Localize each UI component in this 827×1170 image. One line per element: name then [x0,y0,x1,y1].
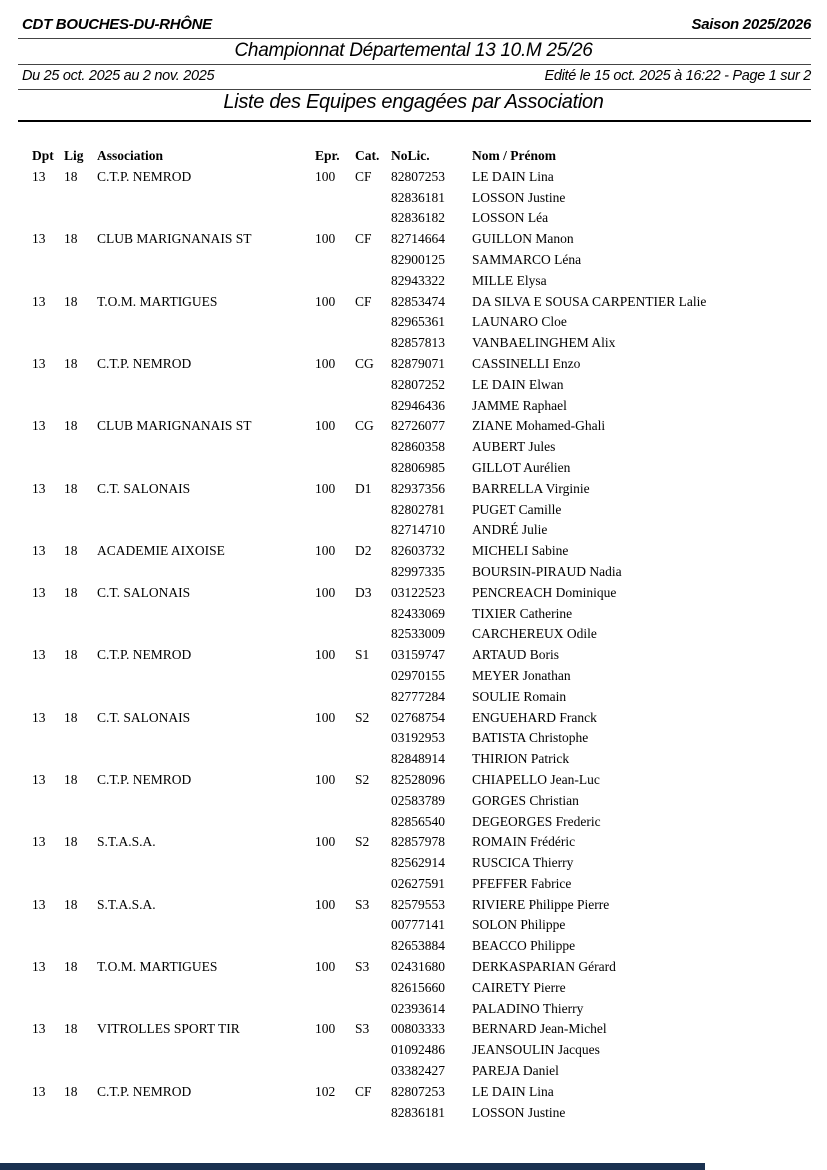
team-row [0,645,827,666]
license-number: 82965361 [391,314,445,330]
member-row [0,936,827,957]
license-number: 82726077 [391,418,445,434]
member-name: SOULIE Romain [472,688,567,704]
season-label: Saison 2025/2026 [691,16,811,33]
license-number: 82802781 [391,501,445,517]
member-name: THIRION Patrick [472,751,570,767]
member-row [0,978,827,999]
team-row [0,1019,827,1040]
license-number: 82836181 [391,1104,445,1120]
table-top-rule [18,120,811,122]
member-row [0,188,827,209]
member-name: MEYER Jonathan [472,667,571,683]
epr-cell: 100 [315,709,336,725]
member-name: LOSSON Léa [472,210,549,226]
team-row [0,583,827,604]
dpt-cell: 13 [32,543,46,559]
col-header-lig: Lig [64,148,84,163]
dpt-cell: 13 [32,771,46,787]
member-row [0,604,827,625]
license-number: 82579553 [391,896,445,912]
member-name: DEGEORGES Frederic [472,813,601,829]
member-name: LE DAIN Lina [472,168,554,184]
license-number: 82714710 [391,522,445,538]
lig-cell: 18 [64,543,78,559]
epr-cell: 100 [315,543,336,559]
member-row [0,728,827,749]
team-row [0,354,827,375]
member-row [0,624,827,645]
epr-cell: 100 [315,168,336,184]
date-range: Du 25 oct. 2025 au 2 nov. 2025 [22,68,215,84]
team-row [0,832,827,853]
teams-table [0,146,827,1123]
member-row [0,1061,827,1082]
license-number: 82946436 [391,397,445,413]
license-number: 82806985 [391,459,445,475]
col-header-dpt: Dpt [32,148,54,163]
member-row [0,500,827,521]
license-number: 82943322 [391,272,445,288]
license-number: 00777141 [391,917,445,933]
member-name: LE DAIN Elwan [472,376,564,392]
cat-cell: CF [355,293,372,309]
dpt-cell: 13 [32,231,46,247]
association-cell: CLUB MARIGNANAIS ST [97,418,252,434]
lig-cell: 18 [64,480,78,496]
cat-cell: D1 [355,480,372,496]
member-name: GORGES Christian [472,792,579,808]
header-rule-2 [18,64,811,65]
member-name: LE DAIN Lina [472,1083,554,1099]
lig-cell: 18 [64,355,78,371]
dpt-cell: 13 [32,1083,46,1099]
member-row [0,874,827,895]
association-cell: VITROLLES SPORT TIR [97,1021,240,1037]
license-number: 02431680 [391,959,445,975]
member-name: TIXIER Catherine [472,605,573,621]
association-cell: C.T.P. NEMROD [97,771,192,787]
lig-cell: 18 [64,1021,78,1037]
member-row [0,687,827,708]
member-name: RUSCICA Thierry [472,855,574,871]
member-name: ENGUEHARD Franck [472,709,597,725]
license-number: 01092486 [391,1042,445,1058]
member-name: ZIANE Mohamed-Ghali [472,418,606,434]
team-row [0,895,827,916]
license-number: 82857978 [391,834,445,850]
association-cell: T.O.M. MARTIGUES [97,959,218,975]
dpt-cell: 13 [32,293,46,309]
license-number: 82777284 [391,688,445,704]
member-name: ROMAIN Frédéric [472,834,576,850]
association-cell: S.T.A.S.A. [97,896,156,912]
cat-cell: S3 [355,959,370,975]
epr-cell: 100 [315,231,336,247]
member-name: MILLE Elysa [472,272,547,288]
team-row [0,416,827,437]
team-row [0,541,827,562]
member-row [0,208,827,229]
cat-cell: S3 [355,896,370,912]
dpt-cell: 13 [32,168,46,184]
dpt-cell: 13 [32,959,46,975]
license-number: 03159747 [391,647,445,663]
team-row [0,1082,827,1103]
team-row [0,770,827,791]
team-row [0,292,827,313]
lig-cell: 18 [64,771,78,787]
member-row [0,1040,827,1061]
association-cell: S.T.A.S.A. [97,834,156,850]
cat-cell: S3 [355,1021,370,1037]
lig-cell: 18 [64,709,78,725]
member-name: LOSSON Justine [472,189,566,205]
lig-cell: 18 [64,168,78,184]
association-cell: C.T. SALONAIS [97,480,191,496]
dpt-cell: 13 [32,418,46,434]
dpt-cell: 13 [32,1021,46,1037]
member-row [0,396,827,417]
association-cell: C.T.P. NEMROD [97,1083,192,1099]
member-name: JAMME Raphael [472,397,567,413]
team-row [0,479,827,500]
license-number: 82615660 [391,979,445,995]
license-number: 82848914 [391,751,445,767]
epr-cell: 100 [315,418,336,434]
member-row [0,562,827,583]
member-name: RIVIERE Philippe Pierre [472,896,610,912]
epr-cell: 100 [315,896,336,912]
license-number: 00803333 [391,1021,445,1037]
member-row [0,312,827,333]
cat-cell: S2 [355,771,370,787]
association-cell: ACADEMIE AIXOISE [97,543,225,559]
member-name: AUBERT Jules [472,439,556,455]
cat-cell: CG [355,355,374,371]
member-row [0,853,827,874]
member-row [0,520,827,541]
association-cell: C.T. SALONAIS [97,709,191,725]
epr-cell: 100 [315,647,336,663]
cat-cell: CF [355,168,372,184]
license-number: 82603732 [391,543,445,559]
cat-cell: S1 [355,647,370,663]
cat-cell: S2 [355,709,370,725]
member-name: MICHELI Sabine [472,543,569,559]
association-cell: C.T. SALONAIS [97,584,191,600]
license-number: 82533009 [391,626,445,642]
cat-cell: S2 [355,834,370,850]
lig-cell: 18 [64,647,78,663]
license-number: 82836181 [391,189,445,205]
cat-cell: D2 [355,543,372,559]
license-number: 82562914 [391,855,445,871]
col-header-association: Association [97,148,164,163]
license-number: 02583789 [391,792,445,808]
license-number: 82807252 [391,376,445,392]
license-number: 82433069 [391,605,445,621]
col-header-epr: Epr. [315,148,340,163]
dpt-cell: 13 [32,896,46,912]
member-name: DERKASPARIAN Gérard [472,959,616,975]
member-row [0,812,827,833]
member-name: BARRELLA Virginie [472,480,590,496]
member-row [0,333,827,354]
lig-cell: 18 [64,834,78,850]
epr-cell: 102 [315,1083,336,1099]
member-name: PALADINO Thierry [472,1000,584,1016]
epr-cell: 100 [315,1021,336,1037]
license-number: 82807253 [391,1083,445,1099]
member-name: PUGET Camille [472,501,562,517]
championship-title: Championnat Départemental 13 10.M 25/26 [234,40,593,61]
member-row [0,791,827,812]
epr-cell: 100 [315,584,336,600]
lig-cell: 18 [64,293,78,309]
dpt-cell: 13 [32,584,46,600]
member-row [0,458,827,479]
member-name: SAMMARCO Léna [472,251,582,267]
epr-cell: 100 [315,771,336,787]
lig-cell: 18 [64,1083,78,1099]
member-name: BERNARD Jean-Michel [472,1021,607,1037]
edition-page-info: Edité le 15 oct. 2025 à 16:22 - Page 1 sur 2 [544,68,811,84]
member-row [0,915,827,936]
member-name: BOURSIN-PIRAUD Nadia [472,563,622,579]
bottom-page-bar [0,1163,705,1170]
table-header-row [0,146,827,167]
dpt-cell: 13 [32,709,46,725]
dpt-cell: 13 [32,355,46,371]
association-cell: CLUB MARIGNANAIS ST [97,231,252,247]
license-number: 82528096 [391,771,445,787]
dpt-cell: 13 [32,480,46,496]
license-number: 82860358 [391,439,445,455]
col-header-cat: Cat. [355,148,380,163]
header-rule-3 [18,89,811,90]
cat-cell: D3 [355,584,372,600]
member-name: PENCREACH Dominique [472,584,617,600]
license-number: 82807253 [391,168,445,184]
member-name: VANBAELINGHEM Alix [472,335,616,351]
member-name: LOSSON Justine [472,1104,566,1120]
license-number: 02627591 [391,875,445,891]
epr-cell: 100 [315,959,336,975]
team-row [0,229,827,250]
col-header-nolic: NoLic. [391,148,430,163]
dpt-cell: 13 [32,647,46,663]
license-number: 03192953 [391,730,445,746]
license-number: 82900125 [391,251,445,267]
association-cell: C.T.P. NEMROD [97,355,192,371]
list-title: Liste des Equipes engagées par Association [223,91,604,113]
association-cell: C.T.P. NEMROD [97,647,192,663]
lig-cell: 18 [64,896,78,912]
license-number: 82856540 [391,813,445,829]
member-name: ANDRÉ Julie [472,522,548,538]
header-rule-1 [18,38,811,39]
member-name: SOLON Philippe [472,917,566,933]
license-number: 82879071 [391,355,445,371]
member-name: PAREJA Daniel [472,1063,559,1079]
member-name: CHIAPELLO Jean-Luc [472,771,600,787]
epr-cell: 100 [315,293,336,309]
member-name: BATISTA Christophe [472,730,589,746]
cat-cell: CF [355,1083,372,1099]
team-row [0,167,827,188]
lig-cell: 18 [64,231,78,247]
member-name: GILLOT Aurélien [472,459,571,475]
license-number: 82853474 [391,293,445,309]
cat-cell: CG [355,418,374,434]
association-cell: C.T.P. NEMROD [97,168,192,184]
col-header-nom: Nom / Prénom [472,148,556,163]
lig-cell: 18 [64,418,78,434]
member-row [0,375,827,396]
team-row [0,708,827,729]
epr-cell: 100 [315,480,336,496]
license-number: 82997335 [391,563,445,579]
dpt-cell: 13 [32,834,46,850]
member-name: LAUNARO Cloe [472,314,567,330]
member-name: CARCHEREUX Odile [472,626,597,642]
member-name: BEACCO Philippe [472,938,576,954]
association-cell: T.O.M. MARTIGUES [97,293,218,309]
license-number: 03382427 [391,1063,445,1079]
team-rows [0,167,827,1124]
member-row [0,250,827,271]
member-name: CAIRETY Pierre [472,979,566,995]
license-number: 02970155 [391,667,445,683]
license-number: 82836182 [391,210,445,226]
epr-cell: 100 [315,355,336,371]
lig-cell: 18 [64,959,78,975]
license-number: 02768754 [391,709,445,725]
member-name: JEANSOULIN Jacques [472,1042,600,1058]
member-row [0,999,827,1020]
member-name: ARTAUD Boris [472,647,559,663]
member-name: CASSINELLI Enzo [472,355,581,371]
member-row [0,1103,827,1124]
license-number: 82714664 [391,231,445,247]
member-name: GUILLON Manon [472,231,574,247]
member-row [0,666,827,687]
member-row [0,749,827,770]
license-number: 82937356 [391,480,445,496]
team-row [0,957,827,978]
member-name: DA SILVA E SOUSA CARPENTIER Lalie [472,293,707,309]
cat-cell: CF [355,231,372,247]
license-number: 02393614 [391,1000,445,1016]
member-row [0,271,827,292]
epr-cell: 100 [315,834,336,850]
org-title: CDT BOUCHES-DU-RHÔNE [22,16,212,33]
member-row [0,437,827,458]
license-number: 82857813 [391,335,445,351]
member-name: PFEFFER Fabrice [472,875,572,891]
license-number: 03122523 [391,584,445,600]
lig-cell: 18 [64,584,78,600]
license-number: 82653884 [391,938,445,954]
